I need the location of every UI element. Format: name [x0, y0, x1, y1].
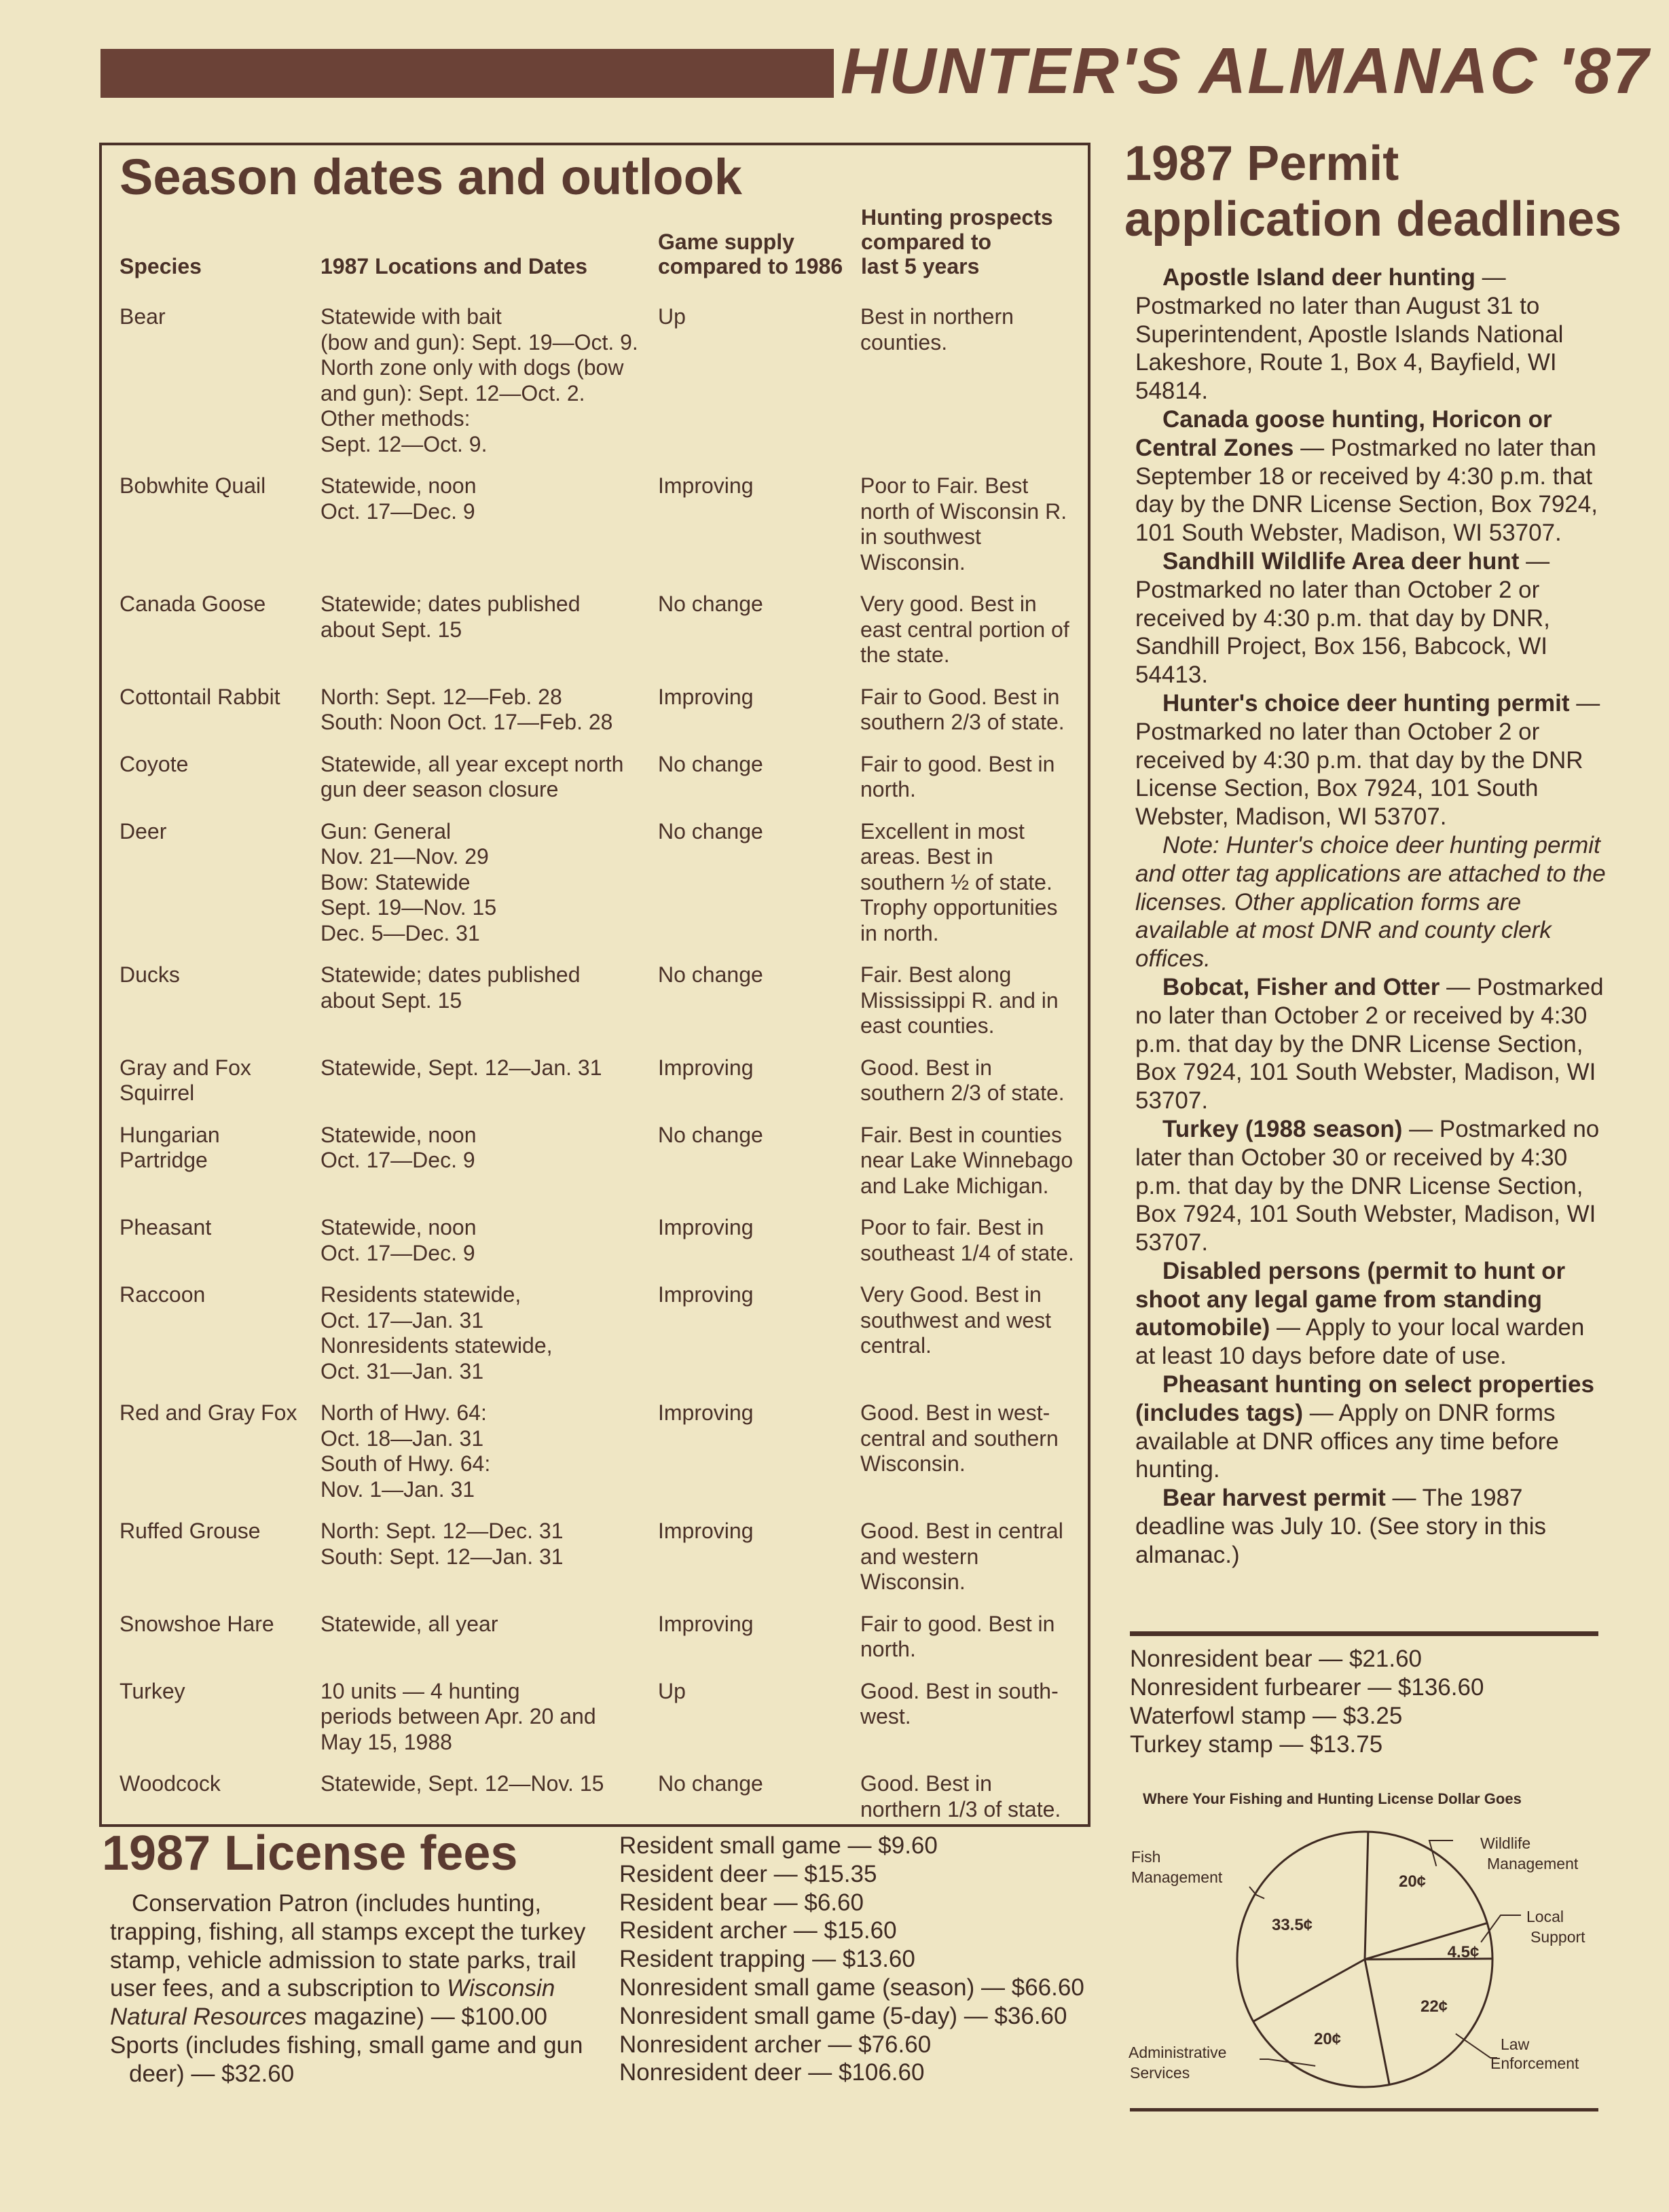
pie-category-label: Support: [1530, 1928, 1585, 1946]
cell-supply: No change: [658, 592, 763, 616]
pie-category-label: Local: [1526, 1908, 1564, 1925]
cell-prospects: Very good. Best in east central portion of the state.: [860, 592, 1069, 667]
license-fee-line: Resident small game — $9.60: [619, 1832, 938, 1859]
license-fee-line: Nonresident deer — $106.60: [619, 2059, 925, 2086]
cell-supply: No change: [658, 751, 763, 776]
pie-category-label: Management: [1131, 1868, 1223, 1886]
cell-supply: Improving: [658, 1282, 754, 1307]
cell-prospects: Fair to Good. Best in southern 2/3 of state.: [860, 684, 1065, 734]
pie-category-label: Services: [1130, 2064, 1190, 2082]
cell-supply: Improving: [658, 684, 754, 709]
cell-supply: Improving: [658, 1611, 754, 1636]
cell-supply: Improving: [658, 473, 754, 498]
cell-species: Canada Goose: [120, 592, 266, 616]
cell-species: Hungarian Partridge: [120, 1122, 220, 1172]
cell-prospects: Fair to good. Best in north.: [860, 751, 1055, 801]
permit-text: — Apply on DNR forms available at DNR offices any time before hunting.: [1135, 1399, 1559, 1483]
cell-species: Bear: [120, 304, 166, 329]
pie-value-label: 20¢: [1313, 2030, 1342, 2048]
table-row: [120, 473, 1090, 592]
license-fees-title: 1987 License fees: [102, 1826, 518, 1881]
table-row: [120, 304, 1090, 473]
permit-label: Pheasant hunting on select properties (includes tags): [1135, 1371, 1594, 1426]
permit-text: — Postmarked no later than August 31 to Superintendent, Apostle Islands National Lakeshore, Route 1, Box 4, Bayfield, WI 54814.: [1135, 264, 1564, 405]
permit-label: Apostle Island deer hunting: [1162, 264, 1475, 291]
cell-dates: Residents statewide, Oct. 17—Jan. 31 Nonresidents statewide, Oct. 31—Jan. 31: [320, 1282, 553, 1383]
pie-category-label: Enforcement: [1490, 2054, 1579, 2072]
pie-value-label: 33.5¢: [1271, 1916, 1313, 1934]
fee-line: Waterfowl stamp — $3.25: [1130, 1703, 1403, 1729]
cell-species: Deer: [120, 818, 167, 844]
license-fee-line: Resident bear — $6.60: [619, 1889, 864, 1916]
cell-dates: Statewide, noon Oct. 17—Dec. 9: [320, 473, 477, 524]
license-fee-line: Conservation Patron (includes hunting, trapping, fishing, all stamps except the turkey stamp, vehicle admission to state parks, trail user fees, and a subscription to Wisconsin Natural Resources magazine) — $100.00: [110, 1890, 586, 2031]
permit-label: Bear harvest permit: [1162, 1485, 1386, 1512]
table-row: [120, 819, 1090, 963]
cell-supply: Improving: [658, 1215, 754, 1239]
permit-entry: [1135, 1484, 1611, 1569]
permit-text: — Apply to your local warden at least 10 days before date of use.: [1135, 1314, 1585, 1370]
license-fee-line: Nonresident archer — $76.60: [619, 2031, 932, 2058]
cell-species: Cottontail Rabbit: [120, 684, 280, 709]
cell-prospects: Poor to fair. Best in southeast 1/4 of state.: [860, 1215, 1074, 1265]
cell-species: Raccoon: [120, 1282, 206, 1307]
table-row: [120, 962, 1090, 1055]
cell-supply: Up: [658, 1678, 686, 1703]
cell-dates: Statewide, Sept. 12—Jan. 31: [320, 1055, 602, 1080]
cell-dates: Statewide, noon Oct. 17—Dec. 9: [320, 1122, 477, 1172]
table-row: [120, 1679, 1090, 1772]
permit-entry: [1135, 264, 1611, 405]
cell-prospects: Good. Best in southern 2/3 of state.: [860, 1055, 1065, 1105]
chart-title: Where Your Fishing and Hunting License Dollar Goes: [1143, 1790, 1522, 1807]
table-row: [120, 1055, 1090, 1123]
nonresident-fees-list: [1130, 1645, 1484, 1759]
permit-entry: [1135, 1257, 1611, 1371]
license-dollar-pie-chart: [1120, 1813, 1609, 2092]
permit-label: Hunter's choice deer hunting permit: [1162, 689, 1570, 717]
cell-species: Woodcock: [120, 1771, 221, 1796]
cell-dates: Statewide with bait (bow and gun): Sept. 19—Oct. 9. North zone only with dogs (bow and gun): Sept. 12—Oct. 2. Other methods: Sept. 12—Oct. 9.: [320, 304, 638, 456]
cell-prospects: Excellent in most areas. Best in southern ½ of state. Trophy opportunities in north.: [860, 818, 1058, 945]
pie-slice-boundary: [1253, 1959, 1365, 2021]
permit-entry: [1135, 689, 1611, 831]
permit-label: Bobcat, Fisher and Otter: [1162, 973, 1440, 1000]
table-row: [120, 685, 1090, 752]
cell-species: Snowshoe Hare: [120, 1611, 274, 1636]
cell-dates: Statewide, noon Oct. 17—Dec. 9: [320, 1215, 477, 1265]
cell-species: Coyote: [120, 751, 189, 776]
cell-dates: Statewide, all year: [320, 1611, 498, 1636]
pie-category-label: Management: [1487, 1855, 1579, 1872]
col-header-supply: Game supply compared to 1986: [658, 230, 843, 278]
cell-dates: Statewide, Sept. 12—Nov. 15: [320, 1771, 604, 1796]
license-fee-line: Nonresident small game (5-day) — $36.60: [619, 2002, 1067, 2029]
cell-prospects: Good. Best in south- west.: [860, 1678, 1059, 1728]
cell-dates: Statewide; dates published about Sept. 15: [320, 962, 581, 1013]
cell-dates: 10 units — 4 hunting periods between Apr. 20 and May 15, 1988: [320, 1678, 596, 1754]
cell-prospects: Very Good. Best in southwest and west central.: [860, 1282, 1052, 1358]
header-bar: [100, 49, 834, 98]
pie-slice-boundary: [1365, 1959, 1389, 2084]
permit-entry: [1135, 1371, 1611, 1484]
table-row: [120, 1519, 1090, 1612]
cell-prospects: Good. Best in west- central and southern Wisconsin.: [860, 1400, 1059, 1476]
pie-value-label: 22¢: [1420, 1997, 1448, 2016]
license-fee-line: Resident deer — $15.35: [619, 1860, 877, 1887]
col-header-dates: 1987 Locations and Dates: [320, 254, 588, 278]
cell-species: Pheasant: [120, 1215, 212, 1239]
fee-line: Nonresident bear — $21.60: [1130, 1646, 1422, 1672]
permit-text: — Postmarked no later than October 2 or received by 4:30 p.m. that day by DNR, Sandhill Project, Box 156, Babcock, WI 54413.: [1135, 547, 1550, 689]
cell-supply: No change: [658, 1122, 763, 1147]
permit-text: — Postmarked no later than October 2 or received by 4:30 p.m. that day by the DNR License Section, Box 7924, 101 South Webster, Madison, WI 53707.: [1135, 689, 1600, 831]
pie-value-label: 4.5¢: [1447, 1943, 1480, 1961]
permit-entry: [1135, 547, 1611, 689]
permit-label: Turkey (1988 season): [1162, 1115, 1403, 1142]
permit-note: Note: Hunter's choice deer hunting permit and otter tag applications are attached to the licenses. Other application forms are available at most DNR and county clerk offices.: [1135, 831, 1606, 973]
permit-text: — Postmarked no later than October 30 or received by 4:30 p.m. that day by the DNR License Section, Box 7924, 101 South Webster, Madison, WI 53707.: [1135, 1115, 1600, 1256]
permit-label: Canada goose hunting, Horicon or Central Zones: [1135, 405, 1552, 461]
permit-entry: [1135, 973, 1611, 1115]
pie-leader-line: [1429, 1841, 1453, 1866]
cell-prospects: Best in northern counties.: [860, 304, 1014, 355]
cell-species: Bobwhite Quail: [120, 473, 266, 498]
permit-entry: [1135, 405, 1611, 547]
pie-value-label: 20¢: [1398, 1872, 1427, 1891]
cell-species: Gray and Fox Squirrel: [120, 1055, 251, 1105]
table-row: [120, 1400, 1090, 1519]
table-row: [120, 752, 1090, 819]
license-fee-line: Resident trapping — $13.60: [619, 1946, 915, 1973]
cell-supply: No change: [658, 818, 763, 844]
permit-label: Disabled persons (permit to hunt or shoot any legal game from standing automobile): [1135, 1257, 1566, 1341]
license-fee-line: Resident archer — $15.60: [619, 1917, 897, 1944]
table-row: [120, 1612, 1090, 1679]
table-row: [120, 1123, 1090, 1216]
cell-dates: Statewide, all year except north gun deer season closure: [320, 751, 624, 801]
cell-species: Turkey: [120, 1678, 185, 1703]
cell-prospects: Good. Best in northern 1/3 of state.: [860, 1771, 1061, 1821]
permit-list: [1135, 264, 1611, 1570]
permit-text: — Postmarked no later than September 18 or received by 4:30 p.m. that day by the DNR License Section, Box 7924, 101 South Webster, Madison, WI 53707.: [1135, 434, 1598, 547]
cell-dates: North of Hwy. 64: Oct. 18—Jan. 31 South of Hwy. 64: Nov. 1—Jan. 31: [320, 1400, 491, 1502]
fee-line: Nonresident furbearer — $136.60: [1130, 1674, 1484, 1701]
cell-prospects: Fair. Best in counties near Lake Winnebago and Lake Michigan.: [860, 1122, 1074, 1198]
license-fee-line: Sports (includes fishing, small game and gun deer) — $32.60: [110, 2031, 583, 2087]
cell-prospects: Fair. Best along Mississippi R. and in east counties.: [860, 962, 1059, 1038]
cell-dates: North: Sept. 12—Feb. 28 South: Noon Oct. 17—Feb. 28: [320, 684, 613, 734]
cell-supply: No change: [658, 1771, 763, 1796]
col-header-prospects: Hunting prospects compared to last 5 years: [861, 205, 1053, 278]
chart-bottom-rule: [1130, 2108, 1598, 2111]
cell-supply: Improving: [658, 1400, 754, 1425]
cell-prospects: Poor to Fair. Best north of Wisconsin R. in southwest Wisconsin.: [860, 473, 1067, 575]
permit-text: — Postmarked no later than October 2 or received by 4:30 p.m. that day by the DNR License Section, Box 7924, 101 South Webster, Madison, WI 53707.: [1135, 973, 1604, 1114]
permit-title: 1987 Permit application deadlines: [1124, 137, 1622, 247]
pie-slice-boundary: [1365, 1832, 1368, 1959]
pie-category-label: Fish: [1131, 1848, 1161, 1866]
pie-category-label: Law: [1501, 2035, 1530, 2053]
pie-category-label: Administrative: [1129, 2044, 1227, 2061]
cell-dates: Gun: General Nov. 21—Nov. 29 Bow: Statewide Sept. 19—Nov. 15 Dec. 5—Dec. 31: [320, 818, 497, 945]
license-fees-left: [110, 1889, 599, 2088]
cell-species: Red and Gray Fox: [120, 1400, 297, 1425]
magazine-name: Wisconsin Natural Resources: [110, 1975, 555, 2031]
season-title: Season dates and outlook: [120, 149, 742, 205]
fee-line: Turkey stamp — $13.75: [1130, 1731, 1383, 1758]
cell-dates: Statewide; dates published about Sept. 15: [320, 592, 581, 642]
license-fees-mid: [619, 1832, 1108, 2087]
permit-text: — The 1987 deadline was July 10. (See story in this almanac.): [1135, 1485, 1547, 1568]
season-table: [120, 304, 1090, 1838]
permit-entry: [1135, 1115, 1611, 1257]
cell-prospects: Fair to good. Best in north.: [860, 1611, 1055, 1661]
table-row: [120, 1282, 1090, 1400]
table-row: [120, 1215, 1090, 1282]
cell-supply: Up: [658, 304, 686, 329]
cell-dates: North: Sept. 12—Dec. 31 South: Sept. 12—Jan. 31: [320, 1519, 564, 1569]
table-row: [120, 592, 1090, 685]
page-title: HUNTER'S ALMANAC '87: [841, 35, 1650, 107]
cell-supply: No change: [658, 962, 763, 987]
cell-prospects: Good. Best in central and western Wisconsin.: [860, 1519, 1063, 1594]
pie-category-label: Wildlife: [1480, 1834, 1531, 1852]
cell-supply: Improving: [658, 1055, 754, 1080]
cell-species: Ducks: [120, 962, 180, 987]
cell-supply: Improving: [658, 1519, 754, 1543]
cell-species: Ruffed Grouse: [120, 1519, 261, 1543]
col-header-species: Species: [120, 254, 202, 278]
license-fee-line: Nonresident small game (season) — $66.60: [619, 1974, 1084, 2001]
divider-rule: [1130, 1631, 1598, 1636]
permit-label: Sandhill Wildlife Area deer hunt: [1162, 547, 1520, 575]
